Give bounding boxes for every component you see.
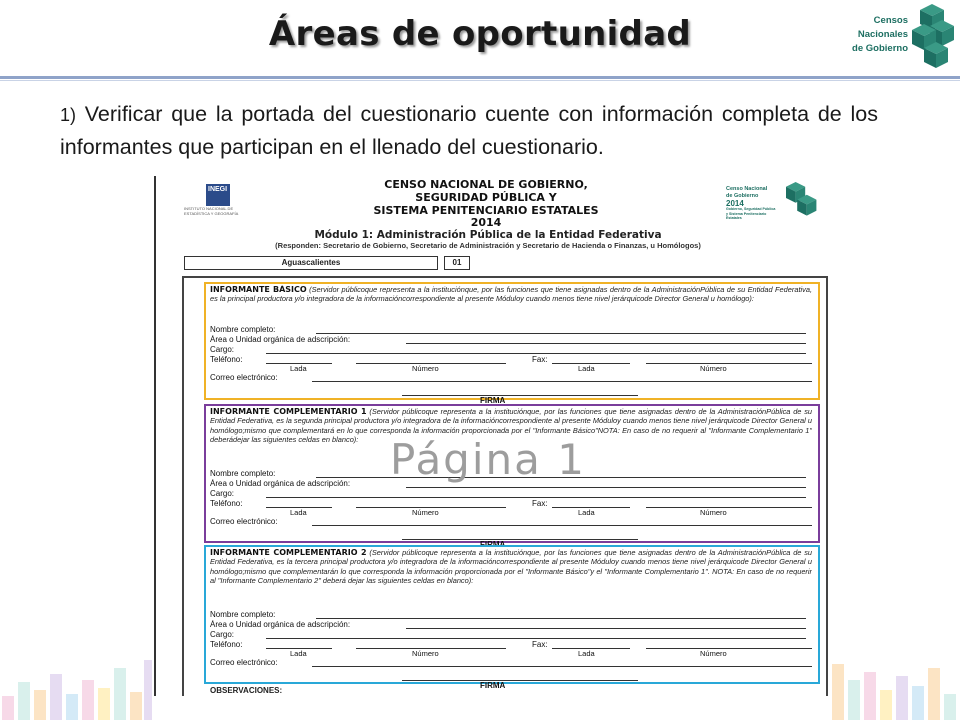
point-1-text bbox=[60, 98, 878, 163]
fax-lada-label: Lada bbox=[578, 508, 595, 517]
position-label: Cargo: bbox=[210, 630, 235, 639]
email-label: Correo electrónico: bbox=[210, 517, 278, 526]
module-title: Módulo 1: Administración Pública de la Entidad Federativa bbox=[314, 229, 662, 241]
cubes-logo-icon bbox=[906, 4, 956, 72]
field-line bbox=[406, 628, 806, 629]
name-label: Nombre completo: bbox=[210, 610, 276, 619]
phone-lada-label: Lada bbox=[290, 649, 307, 658]
doc-cubes-icon bbox=[778, 182, 818, 222]
field-line bbox=[316, 618, 806, 619]
title-divider bbox=[0, 76, 960, 79]
field-line bbox=[266, 497, 806, 498]
point-number: 1) bbox=[60, 105, 77, 125]
section-description bbox=[210, 548, 812, 610]
doc-header-line3: SISTEMA PENITENCIARIO ESTATALES bbox=[373, 204, 599, 217]
name-label: Nombre completo: bbox=[210, 325, 276, 334]
phone-lada-label: Lada bbox=[290, 364, 307, 373]
state-code-field: 01 bbox=[444, 256, 470, 270]
fax-label: Fax: bbox=[532, 640, 548, 649]
fax-label: Fax: bbox=[532, 355, 548, 364]
title-divider-thin bbox=[0, 80, 960, 81]
doc-logo-sub: Gobierno, Seguridad Pública y Sistema Penitenciario Estatales bbox=[726, 207, 776, 220]
field-line bbox=[312, 525, 812, 526]
point-body: Verificar que la portada del cuestionario cuente con información completa de los informantes que participan en el llenado del cuestionario. bbox=[60, 102, 878, 159]
section-heading: INFORMANTE COMPLEMENTARIO 1 bbox=[210, 407, 367, 416]
censos-logo bbox=[846, 4, 956, 72]
decorative-tiles-left bbox=[0, 650, 160, 720]
section-note: (Servidor públicoque representa a la instituciónque, por las funciones que tiene asignadas dentro de la AdministraciónPública de su Entidad Federativa, es la principal productora y/o integradora de la informacióncorrespondiente al presente Móduloy cuando menos tiene nivel jerárquicode Director General u homólogo): bbox=[210, 285, 812, 304]
phone-label: Teléfono: bbox=[210, 640, 243, 649]
section-heading: INFORMANTE BÁSICO bbox=[210, 285, 307, 294]
fax-number-label: Número bbox=[700, 364, 727, 373]
censos-logo-line3: de Gobierno bbox=[852, 43, 908, 54]
field-line bbox=[266, 353, 806, 354]
field-line bbox=[312, 381, 812, 382]
field-line bbox=[402, 395, 638, 396]
signature-label: FIRMA bbox=[480, 540, 506, 549]
area-label: Área o Unidad orgánica de adscripción: bbox=[210, 620, 351, 629]
respondents-note: (Responden: Secretario de Gobierno, Secretario de Administración y Secretario de Hacienda o Finanzas, u Homólogos) bbox=[275, 241, 701, 250]
phone-number-label: Número bbox=[412, 508, 439, 517]
phone-lada-label: Lada bbox=[290, 508, 307, 517]
fax-number-label: Número bbox=[700, 508, 727, 517]
doc-logo-year: 2014 bbox=[726, 199, 744, 208]
field-line bbox=[402, 539, 638, 540]
censos-logo-text bbox=[846, 14, 908, 56]
field-line bbox=[646, 363, 812, 364]
field-line bbox=[316, 333, 806, 334]
inegi-logo-text: INEGI bbox=[208, 186, 228, 193]
fax-label: Fax: bbox=[532, 499, 548, 508]
fax-lada-label: Lada bbox=[578, 364, 595, 373]
position-label: Cargo: bbox=[210, 345, 235, 354]
doc-logo-line2: de Gobierno bbox=[726, 193, 759, 199]
field-line bbox=[266, 638, 806, 639]
informant-complementary-2-section bbox=[204, 545, 820, 690]
questionnaire-cover-image bbox=[154, 176, 828, 696]
decorative-tiles-right bbox=[830, 650, 960, 720]
informant-basic-section bbox=[204, 282, 820, 405]
slide-title: Áreas de oportunidad bbox=[268, 14, 692, 54]
state-name-field: Aguascalientes bbox=[184, 256, 438, 270]
doc-logo-line1: Censo Nacional bbox=[726, 186, 768, 192]
name-label: Nombre completo: bbox=[210, 469, 276, 478]
phone-label: Teléfono: bbox=[210, 355, 243, 364]
field-line bbox=[406, 343, 806, 344]
inegi-caption: INSTITUTO NACIONAL DE ESTADÍSTICA Y GEOGRAFÍA bbox=[184, 206, 239, 216]
field-line bbox=[646, 648, 812, 649]
doc-census-logo bbox=[726, 182, 822, 224]
censos-logo-line2: Nacionales bbox=[857, 29, 908, 40]
phone-number-label: Número bbox=[412, 649, 439, 658]
signature-label: FIRMA bbox=[480, 681, 506, 690]
field-line bbox=[312, 666, 812, 667]
phone-number-label: Número bbox=[412, 364, 439, 373]
section-heading: INFORMANTE COMPLEMENTARIO 2 bbox=[210, 548, 367, 557]
field-line bbox=[402, 680, 638, 681]
area-label: Área o Unidad orgánica de adscripción: bbox=[210, 335, 351, 344]
censos-logo-line1: Censos bbox=[873, 15, 908, 26]
fax-lada-label: Lada bbox=[578, 649, 595, 658]
doc-header-line2: SEGURIDAD PÚBLICA Y bbox=[415, 191, 557, 204]
section-description bbox=[210, 285, 812, 325]
fax-number-label: Número bbox=[700, 649, 727, 658]
doc-header-year: 2014 bbox=[470, 216, 502, 229]
area-label: Área o Unidad orgánica de adscripción: bbox=[210, 479, 351, 488]
page-watermark: Página 1 bbox=[390, 435, 586, 484]
field-line bbox=[646, 507, 812, 508]
field-line bbox=[406, 487, 806, 488]
phone-label: Teléfono: bbox=[210, 499, 243, 508]
position-label: Cargo: bbox=[210, 489, 235, 498]
signature-label: FIRMA bbox=[480, 396, 506, 405]
email-label: Correo electrónico: bbox=[210, 373, 278, 382]
doc-header-line1: CENSO NACIONAL DE GOBIERNO, bbox=[384, 178, 588, 191]
section-note: (Servidor públicoque representa a la instituciónque, por las funciones que tiene asignadas dentro de la AdministraciónPública de su Entidad Federativa, es la tercera principal productora y/o integradora de la informacióncorrespondiente al presente Móduloy cuando menos tiene nivel jerárquicode Director General u homólogo;mismo que complementarán lo que corresponda la información proporcionada por el "Informante Básico"y el "Informante Complementario 1". NOTA: En caso de no requerir al "Informante Complementario 2" deberá dejar las siguientes celdas en blanco): bbox=[210, 548, 812, 585]
observations-label: OBSERVACIONES: bbox=[210, 686, 283, 695]
email-label: Correo electrónico: bbox=[210, 658, 278, 667]
section-note: (Servidor públicoque representa a la instituciónque, por las funciones que tiene asignadas dentro de la AdministraciónPública de su Entidad Federativa, es la segunda principal productora y/o integradora de la informacióncorrespondiente al presente Móduloy cuando menos tiene nivel jerárquicode Director General u homólogo;mismo que complementará en lo que corresponda la información proporcionada por el "Informante Básico"NOTA: En caso de no requerir al "Informante Complementario 1" deberádejar las siguientes celdas en blanco): bbox=[210, 407, 812, 444]
